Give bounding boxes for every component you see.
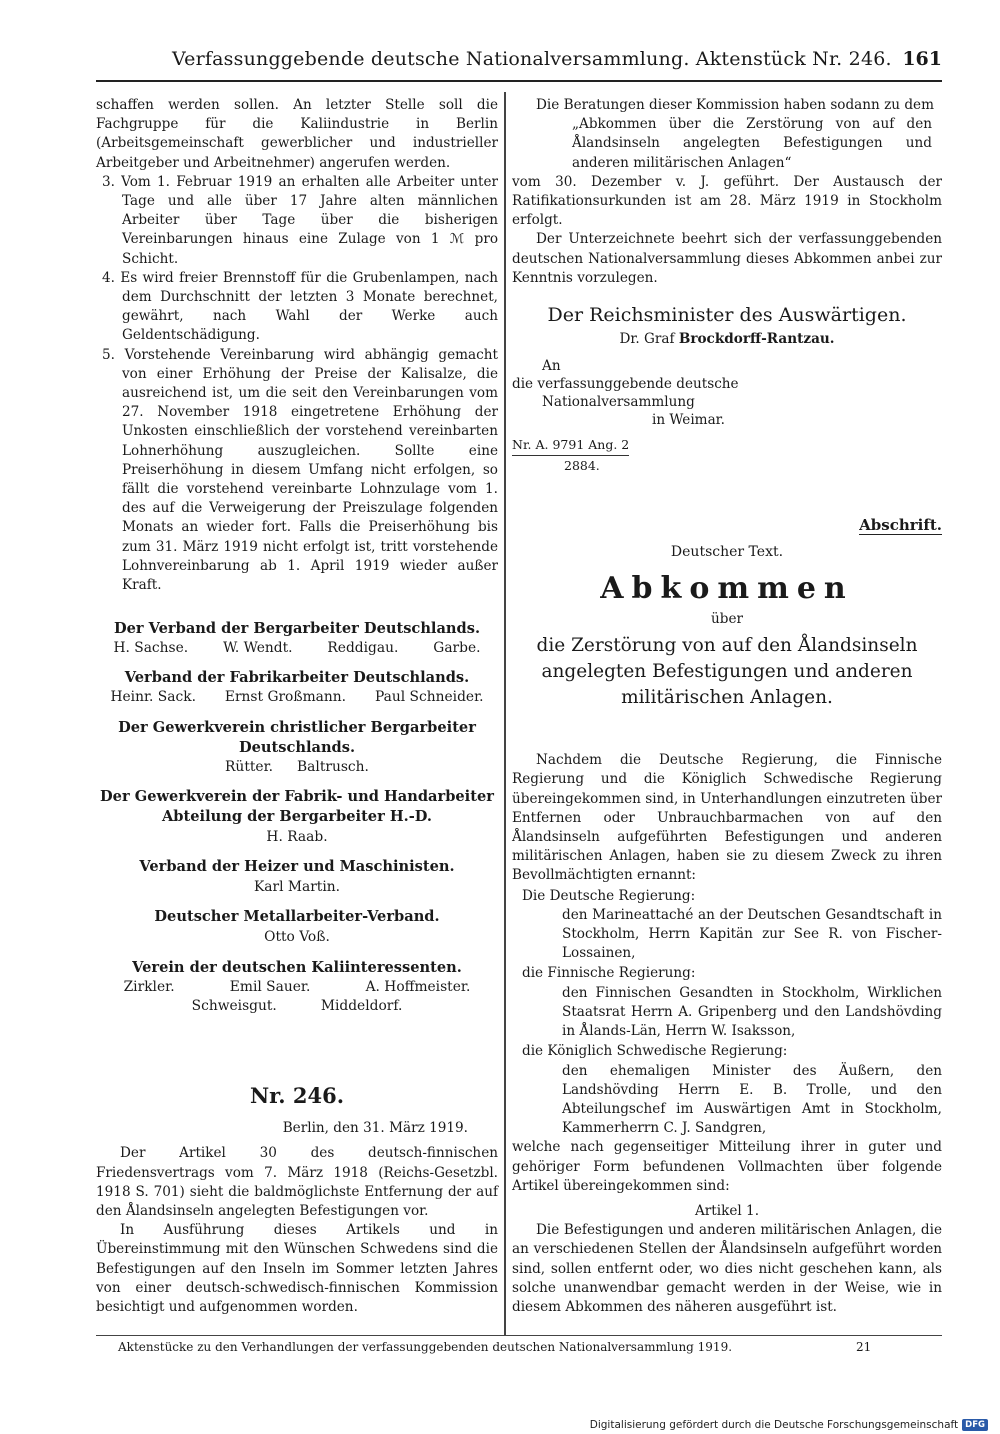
right-column [512,96,942,1317]
footer-text: Aktenstücke zu den Verhandlungen der verfassunggebenden deutschen Nationalversammlung 1919. [118,1340,733,1354]
page-footer [96,1335,942,1354]
signatory-name: W. Wendt. [223,640,293,657]
body-paragraph: Der Artikel 30 des deutsch-finnischen Friedensvertrags vom 7. März 1918 (Reichs-Gesetzbl. 1918 S. 701) sieht die baldmöglichste Entfernung der auf den Ålandsinseln angelegten Befestigungen vor. [96,1145,498,1219]
column-divider [504,92,506,1336]
signatory-names [96,688,498,707]
signatory-names [96,978,498,997]
signatory-org: Deutscher Metallarbeiter-Verband. [154,908,440,926]
quoted-title: „Abkommen über die Zerstörung von auf den Ålandsinseln angelegten Befestigungen und anderen militärischen Anlagen“ [572,116,932,171]
abschrift-label [512,516,942,535]
signer-name: Brockdorff-Rantzau. [678,331,835,348]
reference-sub: 2884. [564,458,600,474]
header-title: Verfassunggebende deutsche Nationalversammlung. Aktenstück Nr. 246. [172,48,892,70]
page-number: 161 [902,48,942,70]
address-line: Nationalversammlung [542,394,695,411]
signatory-name: Heinr. Sack. [110,689,196,706]
credit-text: Digitalisierung gefördert durch die Deutsche Forschungsgemeinschaft [589,1419,959,1431]
page-header [96,46,942,82]
signatory-name: Middeldorf. [320,997,403,1014]
left-column [96,96,498,1317]
reference-number [512,435,942,475]
signatory-name: Otto Voß. [264,929,330,946]
signatory-name: Ernst Großmann. [224,689,347,706]
document-date: Berlin, den 31. März 1919. [282,1120,468,1137]
signatory-name: H. Raab. [266,828,328,845]
preamble-paragraph: Nachdem die Deutsche Regierung, die Finnische Regierung und die Königlich Schwedische Regierung übereingekommen sind, in Unterhandlungen einzutreten über Entfernen oder Unbrauchbarmachen von auf den Ålandsinseln aufgeführten Befestigungen und anderen militärischen Anlagen, haben sie zu diesem Zweck zu ihren Bevollmächtigten ernannt: [512,752,942,884]
signatory-name: Baltrusch. [297,758,369,775]
signatory-name: Karl Martin. [253,879,341,896]
signatory-names [96,997,498,1016]
agreement-ueber: über [711,611,743,628]
reference-line: Nr. A. 9791 Ang. 2 [512,435,629,456]
list-item: 5. Vorstehende Vereinbarung wird abhängig gemacht von einer Erhöhung der Preise der Kalisalze, die ausreichend ist, um die seit den Vereinbarungen vom 27. November 1918 eingetretene Erhöhung der Unkosten einschließlich der vorstehend vereinbarten Lohnerhöhung auszugleichen. Sollte eine Preiserhöhung in diesem Umfang nicht erfolgen, so fällt die vorstehend vereinbarte Lohnzulage vom 1. des auf die Verweigerung der Preiszulage folgenden Monats an wieder fort. Falls die Preiserhöhung bis zum 31. März 1919 nicht erfolgt ist, tritt vorstehende Lohnvereinbarung ab 1. April 1919 wieder außer Kraft. [102,346,498,594]
body-paragraph: In Ausführung dieses Artikels und in Übereinstimmung mit den Wünschen Schwedens sind die Befestigungen auf den Inseln im Sommer letzten Jahres von einer deutsch-schwedisch-finnischen Kommission besichtigt und aufgenommen worden. [96,1222,498,1315]
signatory-name: Paul Schneider. [374,689,484,706]
signatory-org: Der Verband der Bergarbeiter Deutschlands. [113,620,481,638]
signatory-name: H. Sachse. [113,640,189,657]
list-item: 4. Es wird freier Brennstoff für die Grubenlampen, nach dem Durchschnitt der letzten 3 Monate berechnet, gewährt, nach Wahl der Werke auch Geldentschädigung. [102,269,498,344]
signatory-name: Zirkler. [123,978,175,995]
address-line: An [542,358,561,375]
body-paragraph: Die Beratungen dieser Kommission haben sodann zu dem [536,97,934,113]
address-line: die verfassunggebende deutsche [512,376,739,393]
signatory-org: Verein der deutschen Kaliinteressenten. [132,958,462,976]
signatory-name: Schweisgut. [191,997,277,1014]
body-paragraph: vom 30. Dezember v. J. geführt. Der Austausch der Ratifikationsurkunden ist am 28. März 1919 in Stockholm erfolgt. [512,173,942,229]
party-delegate: den Marineattaché an der Deutschen Gesandtschaft in Stockholm, Herrn Kapitän zur See R. von Fischer-Lossainen, [562,906,942,962]
signatory-org: Verband der Fabrikarbeiter Deutschlands. [124,669,470,687]
signatory-names [96,758,498,777]
article-heading: Artikel 1. [694,1202,760,1219]
signatory-org: Der Gewerkverein christlicher Bergarbeiter Deutschlands. [118,718,476,756]
agreement-subtitle: die Zerstörung von auf den Ålandsinseln angelegten Befestigungen und anderen militärischen Anlagen. [536,635,918,709]
signatory-name: Rütter. [225,758,274,775]
signatory-org: Der Gewerkverein der Fabrik- und Handarbeiter Abteilung der Bergarbeiter H.-D. [100,787,494,825]
signatory-name: Garbe. [433,640,481,657]
signer-prefix: Dr. Graf [619,331,675,348]
intro-paragraph: schaffen werden sollen. An letzter Stelle soll die Fachgruppe für die Kaliindustrie in Berlin (Arbeitsgemeinschaft gewerblicher und industrieller Arbeitgeber und Arbeitnehmer) angerufen werden. [96,97,498,171]
sheet-number: 21 [856,1340,872,1354]
party-delegate: den Finnischen Gesandten in Stockholm, Wirklichen Staatsrat Herrn A. Gripenberg und den Landshövding in Ålands-Län, Herrn W. Isaksson, [562,984,942,1040]
closing-paragraph: welche nach gegenseitiger Mitteilung ihrer in guter und gehöriger Form befundenen Vollmachten über folgende Artikel übereingekommen sind: [512,1139,942,1194]
party-name: die Königlich Schwedische Regierung: [522,1043,788,1060]
party-name: die Finnische Regierung: [522,965,696,982]
article-text: Die Befestigungen und anderen militärischen Anlagen, die an verschiedenen Stellen der Ålandsinseln aufgeführt worden sind, sollen entfernt oder, wo dies nicht geschehen kann, als solche unanwendbar gemacht werden in der Weise, wie in diesem Abkommen des näheren ausgeführt ist. [512,1222,942,1315]
list-item: 3. Vom 1. Februar 1919 an erhalten alle Arbeiter unter Tage und alle über 17 Jahre alten männlichen Arbeiter über Tage über die bisherigen Vereinbarungen hinaus eine Zulage von 1 ℳ pro Schicht. [102,173,498,267]
agreement-title: Abkommen [600,571,854,607]
address-line: in Weimar. [652,412,725,429]
signatory-names [96,639,498,658]
digitization-credit [590,1419,988,1431]
address-block [512,357,942,429]
deutscher-text-label: Deutscher Text. [670,543,784,560]
body-paragraph: Der Unterzeichnete beehrt sich der verfassunggebenden deutschen Nationalversammlung dieses Abkommen anbei zur Kenntnis vorzulegen. [512,231,942,286]
dfg-logo-icon: DFG [962,1419,988,1431]
document-number-title: Nr. 246. [249,1082,345,1108]
party-name: Die Deutsche Regierung: [522,887,696,904]
signatory-name: Emil Sauer. [229,978,311,995]
minister-title: Der Reichsminister des Auswärtigen. [547,304,907,327]
abschrift-text: Abschrift. [859,515,942,534]
signatory-name: A. Hoffmeister. [365,978,471,995]
party-delegate: den ehemaligen Minister des Äußern, den Landshövding Herrn E. B. Trolle, und den Abteilungschef im Auswärtigen Amt in Stockholm, Kammerherrn C. J. Sandgren, [562,1062,942,1137]
signatory-org: Verband der Heizer und Maschinisten. [139,858,455,876]
minister-signature [512,330,942,349]
signatory-name: Reddigau. [327,640,399,657]
